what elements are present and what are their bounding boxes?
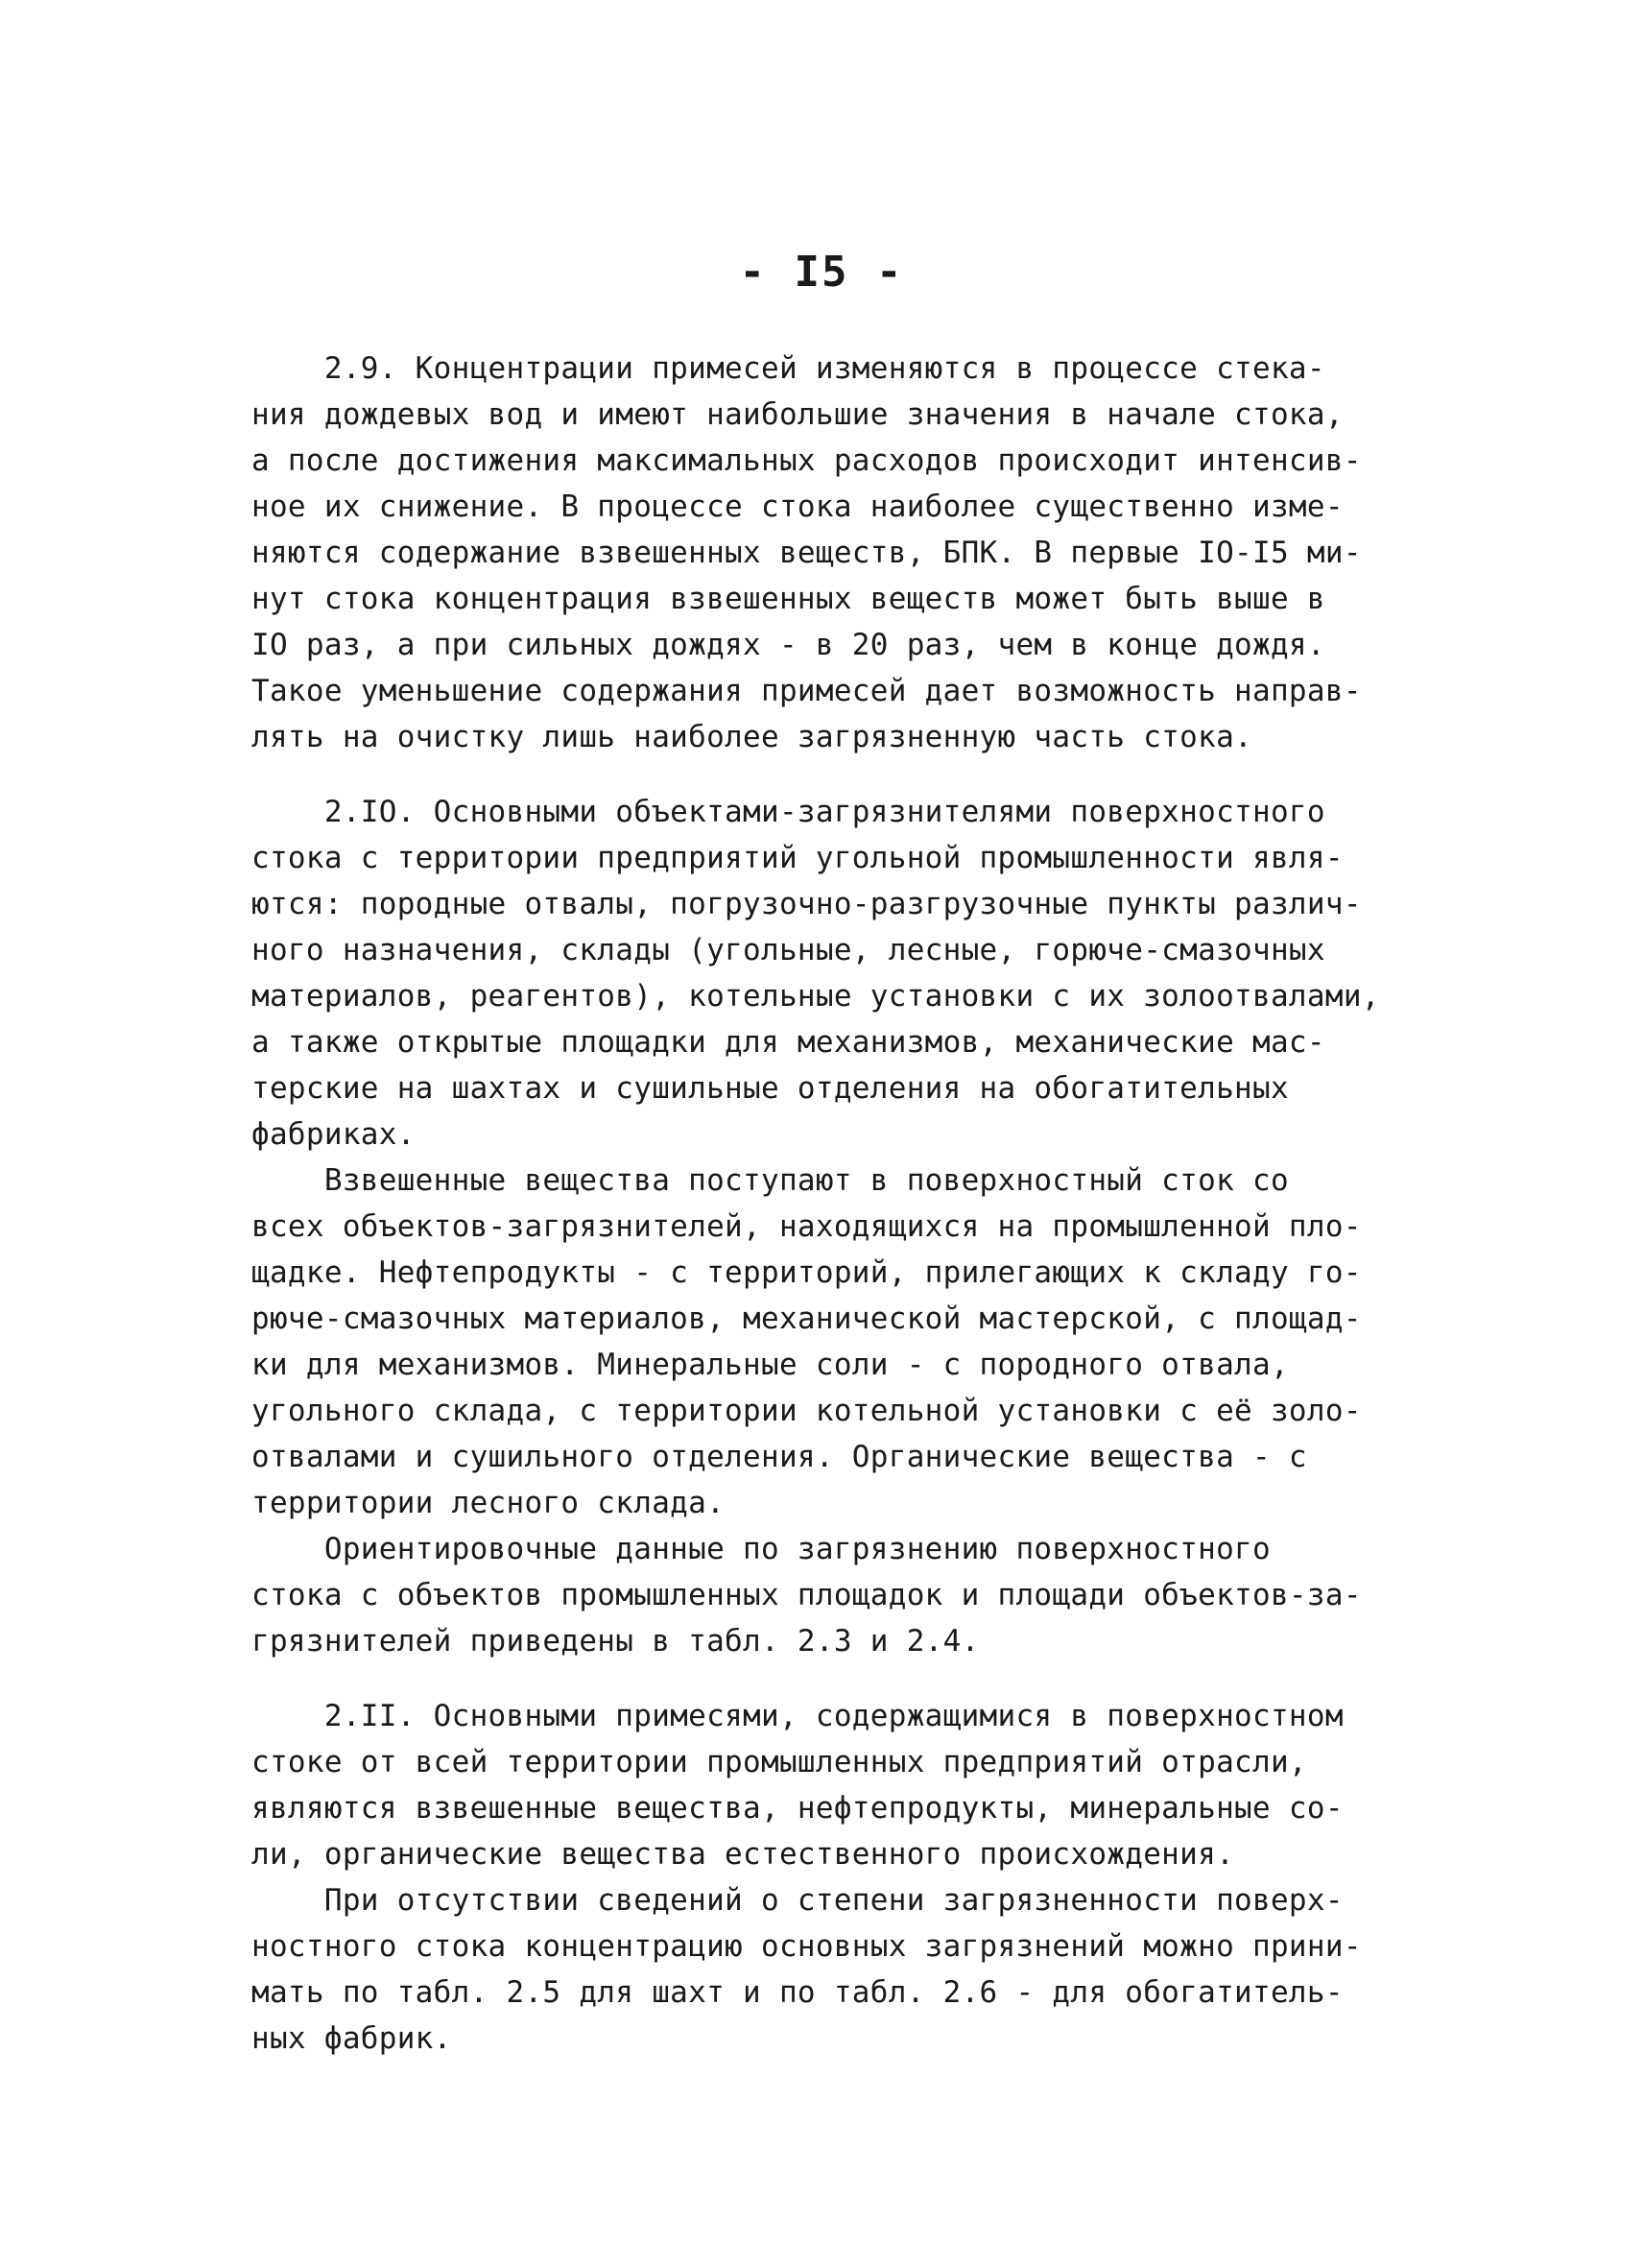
text-line: лять на очистку лишь наиболее загрязненную часть стока. <box>251 720 1252 754</box>
text-line: ного назначения, склады (угольные, лесные, горюче-смазочных <box>251 933 1325 967</box>
text-line: отвалами и сушильного отделения. Органические вещества - с <box>251 1440 1307 1474</box>
text-line: Ориентировочные данные по загрязнению поверхностного <box>251 1532 1271 1566</box>
text-line: стоке от всей территории промышленных предприятий отрасли, <box>251 1745 1307 1779</box>
paragraph-2-10 <box>251 789 1393 1664</box>
text-line: 2.9. Концентрации примесей изменяются в процессе стека- <box>251 351 1325 386</box>
paragraph-gap <box>251 1664 1393 1693</box>
text-line: стока с территории предприятий угольной промышленности явля- <box>251 841 1344 875</box>
text-line: материалов, реагентов), котельные установки с их золоотвалами, <box>251 979 1380 1014</box>
text-line: 2.II. Основными примесями, содержащимися в поверхностном <box>251 1699 1344 1733</box>
text-line: ное их снижение. В процессе стока наиболее существенно изме- <box>251 489 1344 524</box>
text-line: рюче-смазочных материалов, механической мастерской, с площад- <box>251 1301 1362 1336</box>
text-line: мать по табл. 2.5 для шахт и по табл. 2.6 - для обогатитель- <box>251 1975 1344 2010</box>
text-line: грязнителей приведены в табл. 2.3 и 2.4. <box>251 1624 980 1659</box>
text-line: а после достижения максимальных расходов происходит интенсив- <box>251 443 1362 478</box>
text-line: стока с объектов промышленных площадок и площади объектов-за- <box>251 1578 1362 1612</box>
text-line: являются взвешенные вещества, нефтепродукты, минеральные со- <box>251 1791 1344 1826</box>
text-line: а также открытые площадки для механизмов, механические мас- <box>251 1025 1325 1060</box>
text-line: ных фабрик. <box>251 2021 452 2056</box>
text-line: всех объектов-загрязнителей, находящихся на промышленной пло- <box>251 1209 1362 1244</box>
paragraph-gap <box>251 760 1393 789</box>
text-line: фабриках. <box>251 1117 416 1152</box>
body-text <box>251 346 1393 2062</box>
text-line: ния дождевых вод и имеют наибольшие значения в начале стока, <box>251 397 1344 432</box>
text-line: ются: породные отвалы, погрузочно-разгрузочные пункты различ- <box>251 887 1362 921</box>
text-line: IO раз, а при сильных дождях - в 20 раз, чем в конце дождя. <box>251 628 1325 662</box>
text-line: няются содержание взвешенных веществ, БПК. В первые IO-I5 ми- <box>251 536 1362 570</box>
text-line: ки для механизмов. Минеральные соли - с породного отвала, <box>251 1348 1289 1382</box>
paragraph-2-11 <box>251 1693 1393 2062</box>
text-line: 2.IO. Основными объектами-загрязнителями поверхностного <box>251 795 1325 829</box>
text-line: Взвешенные вещества поступают в поверхностный сток со <box>251 1163 1289 1198</box>
paragraph-2-9 <box>251 346 1393 760</box>
text-line: ностного стока концентрацию основных загрязнений можно прини- <box>251 1929 1362 1964</box>
text-line: угольного склада, с территории котельной установки с её золо- <box>251 1394 1362 1428</box>
text-line: нут стока концентрация взвешенных веществ может быть выше в <box>251 582 1325 616</box>
text-line: Такое уменьшение содержания примесей дает возможность направ- <box>251 674 1362 708</box>
text-line: территории лесного склада. <box>251 1486 726 1520</box>
text-line: При отсутствии сведений о степени загрязненности поверх- <box>251 1883 1344 1918</box>
page-number: - I5 - <box>739 248 904 297</box>
text-line: ли, органические вещества естественного происхождения. <box>251 1837 1235 1872</box>
text-line: щадке. Нефтепродукты - с территорий, прилегающих к складу го- <box>251 1255 1362 1290</box>
text-line: терские на шахтах и сушильные отделения на обогатительных <box>251 1071 1289 1106</box>
